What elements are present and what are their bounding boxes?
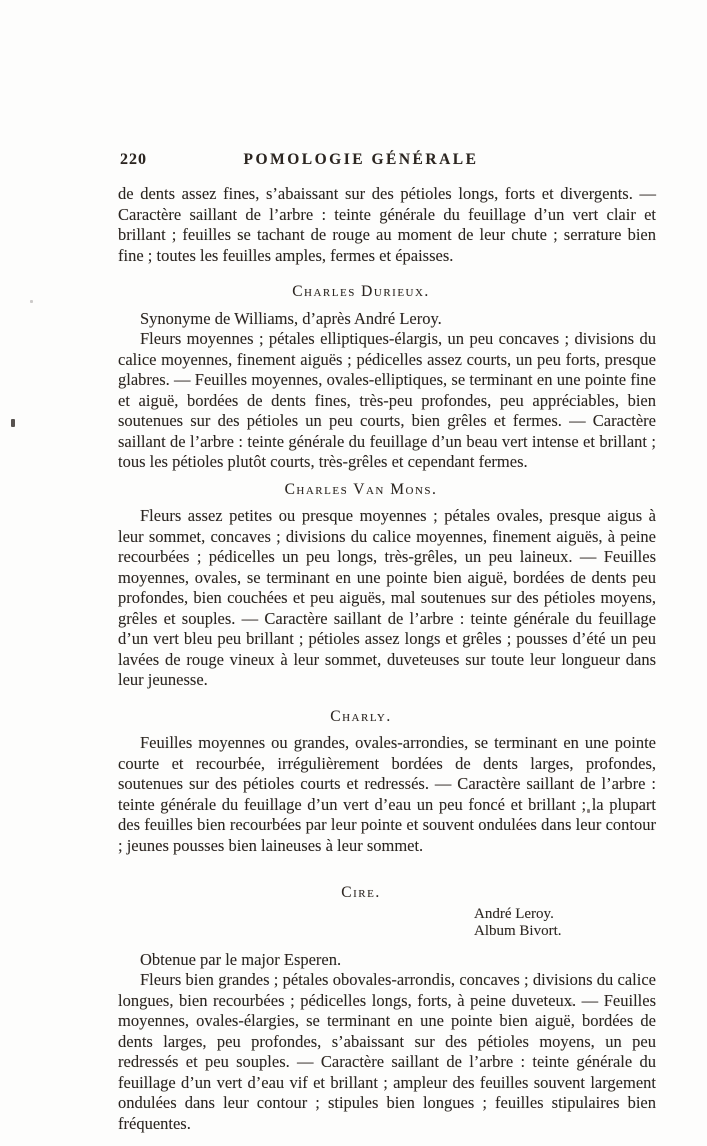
synonym-line: Synonyme de Williams, d’après André Leroy. bbox=[140, 308, 442, 328]
scan-speck bbox=[11, 419, 15, 427]
source-reference: Album Bivort. bbox=[474, 923, 562, 939]
scan-speck bbox=[30, 300, 33, 303]
description-paragraph: Fleurs bien grandes ; pétales obovales-arrondis, concaves ; divisions du calice longues, bien recourbées ; pédicelles longs, forts, à peine duveteux. — Feuilles moyennes, ovales-élargies, se terminant en une pointe bien aiguë, bordées de dents larges, peu profondes, s’abaissant sur des pétioles moyens, un peu redressés et peu souples. — Caractère saillant de l’arbre : teinte générale du feuillage d’un vert d’eau vif et brillant ; ampleur des feuilles souvent largement ondulées dans leur contour ; stipules bien longues ; feuilles stipulaires bien fréquentes. bbox=[118, 970, 656, 1133]
source-references bbox=[474, 906, 656, 941]
section-heading-charles-van-mons: Charles Van Mons. bbox=[284, 480, 438, 498]
running-title: POMOLOGIE GÉNÉRALE bbox=[243, 151, 479, 168]
source-reference: André Leroy. bbox=[474, 905, 554, 922]
origin-line: Obtenue par le major Esperen. bbox=[140, 949, 342, 969]
description-paragraph: Fleurs moyennes ; pétales elliptiques-élargis, un peu concaves ; divisions du calice moyennes, finement aiguës ; pédicelles assez courts, un peu forts, presque glabres. — Feuilles moyennes, ovales-elliptiques, se terminant en une pointe fine et aiguë, bordées de dents fines, très-peu profondes, peu appréciables, bien soutenues sur des pétioles un peu courts, bien grêles et fermes. — Caractère saillant de l’arbre : teinte générale du feuillage d’un beau vert intense et brillant ; tous les pétioles plutôt courts, très-grêles et cependant fermes. bbox=[118, 329, 656, 471]
section-heading-charles-durieux: Charles Durieux. bbox=[292, 283, 430, 300]
section-heading-cire: Cire. bbox=[341, 884, 381, 901]
page-number: 220 bbox=[120, 151, 147, 168]
description-paragraph: Fleurs assez petites ou presque moyennes ; pétales ovales, presque aigus à leur sommet, concaves ; divisions du calice moyennes, finement aiguës, à peine recourbées ; pédicelles un peu longs, très-grêles, un peu laineux. — Feuilles moyennes, ovales, se terminant en une pointe bien aiguë, bordées de dents peu profondes, bien couchées et peu aiguës, mal soutenues sur des pétioles moyens, grêles et souples. — Caractère saillant de l’arbre : teinte générale du feuillage d’un vert bleu peu brillant ; pétioles assez longs et grêles ; pousses d’été un peu lavées de rouge vineux à leur sommet, duveteuses sur toute leur longueur dans leur jeunesse. bbox=[118, 506, 656, 689]
intro-paragraph: de dents assez fines, s’abaissant sur des pétioles longs, forts et divergents. — Caractère saillant de l’arbre : teinte générale du feuillage d’un vert clair et brillant ; feuilles se tachant de rouge au moment de leur chute ; serrature bien fine ; toutes les feuilles amples, fermes et épaisses. bbox=[118, 184, 656, 265]
description-paragraph: Feuilles moyennes ou grandes, ovales-arrondies, se terminant en une pointe courte et recourbée, irrégulièrement bordées de dents larges, profondes, soutenues sur des pétioles courts et redressés. — Caractère saillant de l’arbre : teinte générale du feuillage d’un vert d’eau un peu foncé et brillant ; la plupart des feuilles bien recourbées par leur pointe et souvent ondulées dans leur contour ; jeunes pousses bien laineuses à leur sommet. bbox=[118, 733, 656, 855]
section-heading-charly: Charly. bbox=[330, 707, 392, 725]
page-header bbox=[118, 150, 656, 174]
page-content bbox=[118, 150, 656, 1134]
